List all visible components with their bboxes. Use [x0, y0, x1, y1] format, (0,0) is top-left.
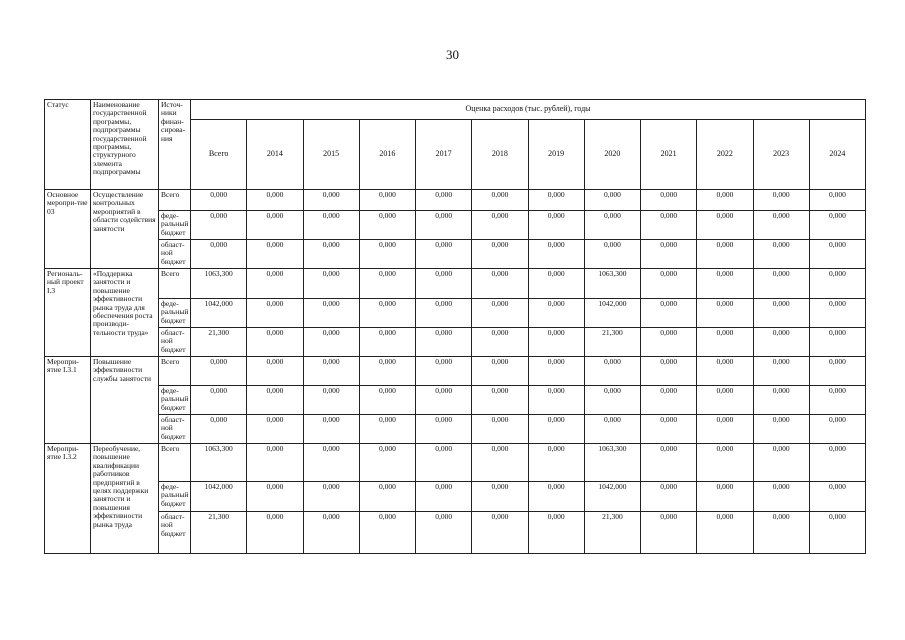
- cell-value: 0,000: [584, 357, 640, 386]
- cell-value: 0,000: [303, 444, 359, 482]
- cell-value: 0,000: [303, 299, 359, 328]
- cell-value: 0,000: [641, 190, 697, 211]
- cell-value: 0,000: [697, 240, 753, 269]
- cell-total: 1063,300: [191, 269, 247, 299]
- cell-value: 0,000: [528, 512, 584, 554]
- table-row: [45, 386, 866, 415]
- cell-value: 0,000: [247, 211, 303, 240]
- row-source: феде-ральный бюджет: [159, 386, 191, 415]
- cell-value: 0,000: [641, 240, 697, 269]
- cell-value: 0,000: [528, 190, 584, 211]
- cell-value: 0,000: [416, 444, 472, 482]
- cell-value: 0,000: [697, 357, 753, 386]
- cell-value: 0,000: [359, 269, 415, 299]
- header-col-year: 2020: [584, 120, 640, 190]
- cell-value: 0,000: [528, 415, 584, 444]
- cell-value: 0,000: [472, 269, 528, 299]
- cell-value: 0,000: [247, 269, 303, 299]
- cell-value: 0,000: [359, 357, 415, 386]
- header-col-year: 2014: [247, 120, 303, 190]
- row-source: Всего: [159, 269, 191, 299]
- cell-value: 0,000: [641, 299, 697, 328]
- cell-value: 0,000: [528, 386, 584, 415]
- budget-table: [44, 99, 866, 554]
- cell-total: 1042,000: [191, 482, 247, 512]
- cell-value: 0,000: [303, 415, 359, 444]
- row-source: област-ной бюджет: [159, 512, 191, 554]
- cell-value: 0,000: [359, 240, 415, 269]
- table-row: [45, 328, 866, 357]
- cell-value: 0,000: [753, 190, 809, 211]
- header-col-year: 2017: [416, 120, 472, 190]
- row-source: Всего: [159, 190, 191, 211]
- cell-value: 0,000: [584, 240, 640, 269]
- cell-value: 0,000: [416, 512, 472, 554]
- cell-value: 0,000: [416, 482, 472, 512]
- cell-value: 0,000: [641, 269, 697, 299]
- table-row: [45, 415, 866, 444]
- table-row: [45, 444, 866, 482]
- cell-value: 0,000: [303, 386, 359, 415]
- cell-value: 0,000: [359, 512, 415, 554]
- cell-value: 1042,000: [584, 299, 640, 328]
- table-row: [45, 190, 866, 211]
- cell-value: 0,000: [247, 482, 303, 512]
- header-estimate: Оценка расходов (тыс. рублей), годы: [191, 100, 866, 120]
- cell-value: 0,000: [809, 386, 865, 415]
- cell-value: 0,000: [472, 482, 528, 512]
- cell-value: 0,000: [359, 211, 415, 240]
- row-name: «Поддержка занятости и повышение эффективности рынка труда для обеспечения роста производи-тельности труда»: [91, 269, 159, 357]
- header-row-top: [45, 100, 866, 120]
- cell-value: 0,000: [641, 512, 697, 554]
- cell-value: 0,000: [697, 269, 753, 299]
- header-col-year: 2024: [809, 120, 865, 190]
- header-name: Наименование государственной программы, подпрограммы государственной программы, структурного элемента подпрограммы: [91, 100, 159, 190]
- cell-value: 0,000: [472, 240, 528, 269]
- cell-value: 0,000: [528, 482, 584, 512]
- header-col-year: 2018: [472, 120, 528, 190]
- row-source: Всего: [159, 444, 191, 482]
- cell-value: 0,000: [303, 211, 359, 240]
- cell-value: 0,000: [641, 386, 697, 415]
- cell-value: 0,000: [528, 240, 584, 269]
- header-col-year: 2015: [303, 120, 359, 190]
- row-source: област-ной бюджет: [159, 328, 191, 357]
- cell-value: 0,000: [472, 357, 528, 386]
- cell-value: 0,000: [641, 482, 697, 512]
- header-status: Статус: [45, 100, 91, 190]
- cell-value: 0,000: [416, 211, 472, 240]
- cell-value: 0,000: [809, 357, 865, 386]
- cell-value: 0,000: [753, 357, 809, 386]
- cell-value: 0,000: [247, 328, 303, 357]
- row-source: феде-ральный бюджет: [159, 211, 191, 240]
- cell-value: 0,000: [472, 190, 528, 211]
- cell-value: 0,000: [359, 444, 415, 482]
- cell-value: 0,000: [809, 328, 865, 357]
- cell-value: 0,000: [753, 386, 809, 415]
- header-col-year: 2016: [359, 120, 415, 190]
- row-source: област-ной бюджет: [159, 415, 191, 444]
- table-row: [45, 269, 866, 299]
- cell-value: 0,000: [359, 190, 415, 211]
- row-source: феде-ральный бюджет: [159, 482, 191, 512]
- header-col-year: 2023: [753, 120, 809, 190]
- header-col-total: Всего: [191, 120, 247, 190]
- row-status: Основное меропри-тие 03: [45, 190, 91, 269]
- cell-value: 0,000: [809, 444, 865, 482]
- cell-value: 0,000: [247, 512, 303, 554]
- cell-value: 0,000: [697, 512, 753, 554]
- cell-value: 0,000: [472, 211, 528, 240]
- cell-total: 1042,000: [191, 299, 247, 328]
- row-name: Переобучение, повышение квалификации работников предприятий в целях поддержки занятости и повышения эффективности рынка труда: [91, 444, 159, 554]
- cell-value: 0,000: [359, 299, 415, 328]
- cell-total: 0,000: [191, 415, 247, 444]
- cell-value: 0,000: [809, 415, 865, 444]
- cell-value: 0,000: [528, 357, 584, 386]
- cell-value: 0,000: [528, 444, 584, 482]
- cell-value: 21,300: [584, 328, 640, 357]
- cell-value: 0,000: [753, 269, 809, 299]
- cell-value: 0,000: [528, 269, 584, 299]
- cell-value: 0,000: [641, 444, 697, 482]
- cell-value: 0,000: [809, 190, 865, 211]
- cell-total: 0,000: [191, 190, 247, 211]
- cell-value: 0,000: [584, 211, 640, 240]
- row-name: Осуществление контрольных мероприятий в области содействия занятости: [91, 190, 159, 269]
- table-body: [45, 190, 866, 554]
- cell-value: 0,000: [472, 512, 528, 554]
- cell-value: 0,000: [753, 444, 809, 482]
- cell-total: 0,000: [191, 240, 247, 269]
- cell-total: 21,300: [191, 512, 247, 554]
- table-row: [45, 240, 866, 269]
- cell-value: 1063,300: [584, 269, 640, 299]
- cell-value: 0,000: [584, 190, 640, 211]
- header-col-year: 2021: [641, 120, 697, 190]
- row-source: Всего: [159, 357, 191, 386]
- header-source: Источ-ники финан-сирова-ния: [159, 100, 191, 190]
- cell-value: 0,000: [641, 415, 697, 444]
- cell-total: 0,000: [191, 386, 247, 415]
- cell-value: 0,000: [697, 444, 753, 482]
- cell-value: 0,000: [303, 357, 359, 386]
- cell-total: 0,000: [191, 211, 247, 240]
- cell-value: 0,000: [809, 240, 865, 269]
- table-row: [45, 299, 866, 328]
- cell-value: 0,000: [809, 211, 865, 240]
- cell-value: 0,000: [753, 512, 809, 554]
- cell-value: 0,000: [303, 512, 359, 554]
- cell-value: 0,000: [416, 328, 472, 357]
- cell-value: 0,000: [753, 211, 809, 240]
- cell-value: 0,000: [584, 386, 640, 415]
- cell-value: 0,000: [697, 328, 753, 357]
- cell-value: 0,000: [697, 299, 753, 328]
- cell-value: 0,000: [416, 357, 472, 386]
- cell-value: 0,000: [303, 269, 359, 299]
- cell-value: 0,000: [247, 190, 303, 211]
- cell-value: 0,000: [753, 299, 809, 328]
- cell-value: 0,000: [809, 299, 865, 328]
- page-number: 30: [446, 47, 459, 62]
- row-source: област-ной бюджет: [159, 240, 191, 269]
- cell-value: 0,000: [416, 190, 472, 211]
- cell-value: 0,000: [641, 328, 697, 357]
- cell-value: 0,000: [359, 386, 415, 415]
- cell-value: 0,000: [303, 190, 359, 211]
- cell-value: 0,000: [753, 482, 809, 512]
- cell-value: 0,000: [472, 299, 528, 328]
- table-row: [45, 357, 866, 386]
- cell-total: 21,300: [191, 328, 247, 357]
- cell-total: 0,000: [191, 357, 247, 386]
- cell-value: 21,300: [584, 512, 640, 554]
- cell-value: 0,000: [416, 299, 472, 328]
- row-name: Повышение эффективности службы занятости: [91, 357, 159, 444]
- cell-value: 0,000: [472, 415, 528, 444]
- cell-value: 0,000: [247, 299, 303, 328]
- table-row: [45, 512, 866, 554]
- row-source: феде-ральный бюджет: [159, 299, 191, 328]
- cell-value: 0,000: [641, 211, 697, 240]
- header-col-year: 2019: [528, 120, 584, 190]
- cell-value: 0,000: [416, 269, 472, 299]
- cell-value: 0,000: [472, 328, 528, 357]
- cell-value: 0,000: [247, 357, 303, 386]
- cell-value: 0,000: [753, 240, 809, 269]
- cell-value: 0,000: [303, 482, 359, 512]
- cell-total: 1063,300: [191, 444, 247, 482]
- cell-value: 0,000: [528, 211, 584, 240]
- cell-value: 0,000: [697, 190, 753, 211]
- cell-value: 0,000: [584, 415, 640, 444]
- header-col-year: 2022: [697, 120, 753, 190]
- cell-value: 0,000: [528, 299, 584, 328]
- cell-value: 0,000: [247, 240, 303, 269]
- cell-value: 0,000: [416, 386, 472, 415]
- cell-value: 0,000: [697, 211, 753, 240]
- cell-value: 1063,300: [584, 444, 640, 482]
- cell-value: 0,000: [359, 415, 415, 444]
- cell-value: 0,000: [359, 328, 415, 357]
- cell-value: 0,000: [697, 482, 753, 512]
- cell-value: 0,000: [753, 328, 809, 357]
- cell-value: 0,000: [472, 386, 528, 415]
- cell-value: 0,000: [697, 386, 753, 415]
- cell-value: 0,000: [303, 328, 359, 357]
- cell-value: 0,000: [697, 415, 753, 444]
- cell-value: 0,000: [528, 328, 584, 357]
- cell-value: 0,000: [416, 240, 472, 269]
- cell-value: 0,000: [809, 269, 865, 299]
- cell-value: 0,000: [416, 415, 472, 444]
- row-status: Региональ-ный проект I.3: [45, 269, 91, 357]
- cell-value: 0,000: [247, 444, 303, 482]
- cell-value: 0,000: [753, 415, 809, 444]
- row-status: Меропри-ятие I.3.2: [45, 444, 91, 554]
- cell-value: 0,000: [303, 240, 359, 269]
- cell-value: 1042,000: [584, 482, 640, 512]
- table-row: [45, 211, 866, 240]
- cell-value: 0,000: [809, 512, 865, 554]
- cell-value: 0,000: [247, 386, 303, 415]
- cell-value: 0,000: [247, 415, 303, 444]
- cell-value: 0,000: [359, 482, 415, 512]
- table-row: [45, 482, 866, 512]
- cell-value: 0,000: [472, 444, 528, 482]
- row-status: Меропри-ятие I.3.1: [45, 357, 91, 444]
- cell-value: 0,000: [809, 482, 865, 512]
- cell-value: 0,000: [641, 357, 697, 386]
